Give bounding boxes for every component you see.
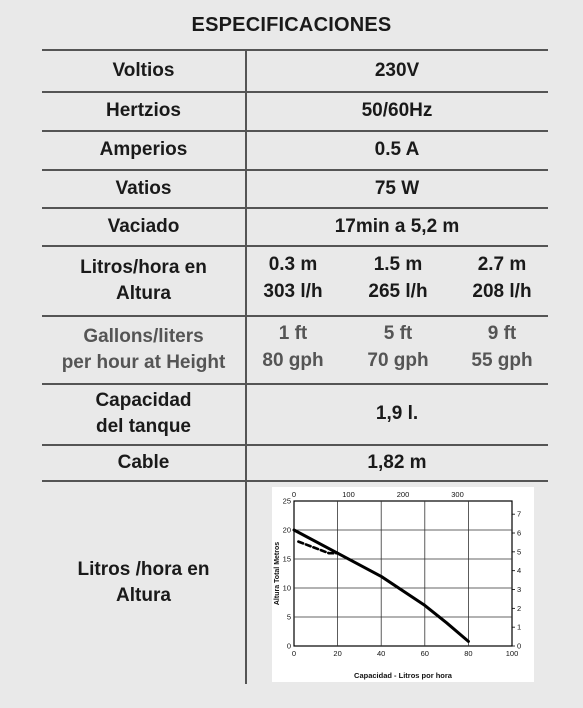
right-axis-tick-label: 0 <box>517 641 522 651</box>
value-hertzios: 50/60Hz <box>361 100 433 121</box>
gallons-flow-3: 55 gph <box>471 350 533 371</box>
label-litros-hora-line1: Litros/hora en <box>80 256 207 278</box>
label-vaciado: Vaciado <box>107 215 180 237</box>
x-tick-label: 20 <box>333 649 342 658</box>
litros-height-3: 2.7 m <box>477 254 527 275</box>
label-capacidad-line2: del tanque <box>95 416 191 437</box>
label-capacidad-line1: Capacidad <box>95 390 192 411</box>
gallons-height-3: 9 ft <box>487 323 517 344</box>
value-vaciado: 17min a 5,2 m <box>334 215 460 237</box>
value-cable: 1,82 m <box>367 451 427 473</box>
top-axis-tick-label: 300 <box>451 490 464 499</box>
x-axis-label: Capacidad - Litros por hora <box>354 671 452 680</box>
value-amperios: 0.5 A <box>374 139 420 160</box>
top-axis-tick-label: 0 <box>291 490 297 499</box>
label-curva-line1: Litros /hora en <box>77 558 210 580</box>
y-tick-label: 20 <box>282 525 291 535</box>
litros-flow-1: 303 l/h <box>263 281 323 302</box>
label-cable: Cable <box>117 451 170 473</box>
litros-flow-2: 265 l/h <box>368 281 428 302</box>
top-axis-tick-label: 200 <box>396 490 410 499</box>
label-curva <box>42 481 245 684</box>
right-axis-tick-label: 1 <box>517 622 522 632</box>
gallons-height-2: 5 ft <box>383 323 413 344</box>
litros-height-2: 1.5 m <box>373 254 423 275</box>
right-axis-tick-label: 7 <box>517 509 522 519</box>
gallons-flow-2: 70 gph <box>367 350 429 371</box>
value-capacidad: 1,9 l. <box>375 403 419 424</box>
label-capacidad <box>42 384 245 444</box>
y-tick-label: 5 <box>286 612 291 622</box>
x-tick-label: 60 <box>420 649 429 658</box>
label-gallons <box>42 316 245 383</box>
y-tick-label: 15 <box>282 554 291 564</box>
spec-title: ESPECIFICACIONES <box>191 14 392 36</box>
label-litros-hora-line2: Altura <box>116 282 171 304</box>
litros-height-1: 0.3 m <box>268 254 318 275</box>
x-tick-label: 80 <box>464 649 473 658</box>
plot-frame <box>294 501 512 646</box>
label-voltios: Voltios <box>112 59 175 81</box>
label-curva-line2: Altura <box>116 584 171 606</box>
label-amperios: Amperios <box>99 139 188 160</box>
y-tick-label: 10 <box>282 583 291 593</box>
litros-flow-3: 208 l/h <box>472 281 532 302</box>
gallons-flow-1: 80 gph <box>262 350 324 371</box>
value-vatios: 75 W <box>374 177 420 199</box>
label-litros-hora <box>42 246 245 315</box>
x-tick-label: 40 <box>377 649 386 658</box>
pump-curve-chart <box>272 487 534 682</box>
value-voltios: 230V <box>374 59 420 81</box>
y-tick-label: 25 <box>282 496 291 506</box>
label-vatios: Vatios <box>115 177 172 199</box>
x-tick-label: 0 <box>291 649 297 658</box>
gallons-height-1: 1 ft <box>278 323 308 344</box>
right-axis-tick-label: 4 <box>517 566 522 576</box>
label-hertzios: Hertzios <box>106 100 181 121</box>
right-axis-tick-label: 3 <box>517 585 522 595</box>
right-axis-tick-label: 5 <box>517 547 522 557</box>
right-axis-tick-label: 6 <box>517 528 522 538</box>
right-axis-tick-label: 2 <box>517 603 522 613</box>
x-tick-label: 100 <box>505 649 519 658</box>
top-axis-tick-label: 100 <box>342 490 355 499</box>
label-gallons-line2: per hour at Height <box>61 351 226 373</box>
y-axis-label: Altura Total Metros <box>274 541 281 606</box>
label-gallons-line1: Gallons/liters <box>83 325 204 347</box>
y-tick-label: 0 <box>286 641 291 651</box>
pump-curve-svg <box>272 487 534 682</box>
